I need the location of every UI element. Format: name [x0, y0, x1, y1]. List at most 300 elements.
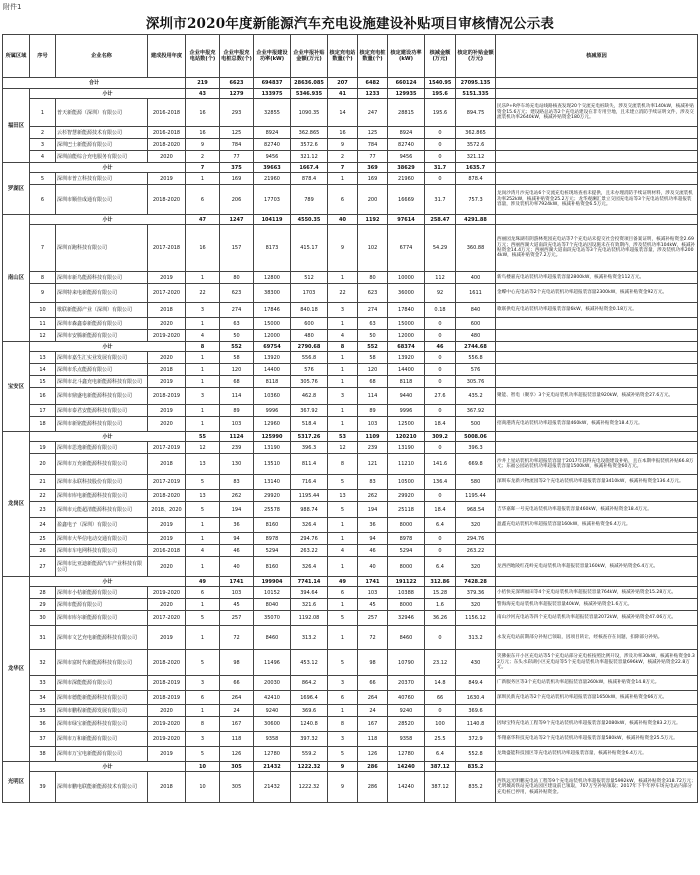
value-cell: 1	[328, 599, 358, 611]
company-name: 深圳巴士新能源有限公司	[56, 139, 148, 151]
subtotal-reason-empty	[496, 89, 698, 99]
value-cell: 103	[358, 587, 388, 599]
value-cell: 125	[220, 127, 254, 139]
value-cell: 1	[186, 557, 220, 577]
build-years: 2018-2020	[148, 185, 186, 215]
subtotal-cell: 387.12	[425, 762, 456, 772]
subtotal-cell: 2790.68	[291, 342, 328, 352]
value-cell: 1090.35	[291, 99, 328, 127]
value-cell: 66	[358, 676, 388, 691]
value-cell: 878.4	[291, 173, 328, 185]
value-cell: 4	[328, 545, 358, 557]
row-number: 17	[30, 405, 56, 417]
value-cell: 24	[358, 705, 388, 717]
build-years: 2019-2020	[148, 732, 186, 747]
row-number: 35	[30, 705, 56, 717]
company-name: 深圳特来电新能源有限公司	[56, 284, 148, 303]
table-row	[3, 557, 698, 577]
table-row	[3, 388, 698, 405]
value-cell: 263.22	[456, 545, 496, 557]
deduction-reason	[496, 442, 698, 454]
row-number: 33	[30, 676, 56, 691]
value-cell: 13	[328, 490, 358, 502]
value-cell: 89	[358, 405, 388, 417]
value-cell: 82740	[254, 139, 291, 151]
value-cell: 1195.44	[456, 490, 496, 502]
value-cell: 313.2	[456, 626, 496, 650]
value-cell: 15000	[388, 318, 425, 330]
value-cell: 321.6	[291, 599, 328, 611]
total-label: 合计	[3, 78, 186, 89]
value-cell: 103	[220, 587, 254, 599]
header-approved-piles: 核定充电桩数量(个)	[358, 35, 388, 78]
table-row	[3, 772, 698, 803]
deduction-reason: 新鸟楼嘉充电站装机功率超报装容量2800kW，核减补贴资金112万元。	[496, 272, 698, 284]
company-name: 深圳市安腾新能源有限公司	[56, 330, 148, 342]
subtotal-cell: 2744.68	[456, 342, 496, 352]
value-cell: 194	[358, 502, 388, 518]
deduction-reason	[496, 705, 698, 717]
value-cell: 8118	[254, 376, 291, 388]
subtotal-cell: 286	[358, 762, 388, 772]
row-number: 14	[30, 364, 56, 376]
header-region: 所属区域	[3, 35, 30, 78]
value-cell: 0	[425, 442, 456, 454]
table-row	[3, 364, 698, 376]
build-years: 2016-2018	[148, 545, 186, 557]
subtotal-cell: 38629	[388, 163, 425, 173]
table-row	[3, 405, 698, 417]
value-cell: 326.4	[291, 518, 328, 533]
value-cell: 12	[186, 442, 220, 454]
deduction-reason	[496, 545, 698, 557]
value-cell: 435.2	[456, 388, 496, 405]
build-years: 2019-2020	[148, 587, 186, 599]
subtotal-label: 小计	[30, 762, 186, 772]
value-cell: 3	[186, 303, 220, 318]
value-cell: 400	[456, 272, 496, 284]
company-name: 深圳市文艺充电新能源科技有限公司	[56, 626, 148, 650]
value-cell: 83	[358, 475, 388, 490]
region-cell: 龙岗区	[3, 432, 30, 577]
value-cell: 22	[328, 284, 358, 303]
total-cell: 28636.085	[291, 78, 328, 89]
value-cell: 1703	[291, 284, 328, 303]
value-cell: 264	[220, 691, 254, 705]
value-cell: 8160	[254, 557, 291, 577]
value-cell: 120	[358, 364, 388, 376]
row-number: 8	[30, 272, 56, 284]
value-cell: 8924	[254, 127, 291, 139]
value-cell: 16	[186, 127, 220, 139]
row-number: 23	[30, 502, 56, 518]
region-cell: 宝安区	[3, 342, 30, 432]
table-row	[3, 376, 698, 388]
deduction-reason	[496, 318, 698, 330]
value-cell: 9456	[254, 151, 291, 163]
subtotal-cell: 305	[220, 762, 254, 772]
value-cell: 9240	[254, 705, 291, 717]
value-cell: 16	[186, 99, 220, 127]
value-cell: 126	[358, 747, 388, 762]
value-cell: 623	[358, 284, 388, 303]
value-cell: 0	[425, 364, 456, 376]
row-number: 37	[30, 732, 56, 747]
value-cell: 1	[328, 352, 358, 364]
company-name: 深圳市鼎盛电新能源科技有限公司	[56, 388, 148, 405]
value-cell: 20370	[388, 676, 425, 691]
value-cell: 1195.44	[291, 490, 328, 502]
value-cell: 326.4	[291, 557, 328, 577]
value-cell: 103	[358, 417, 388, 432]
value-cell: 36000	[388, 284, 425, 303]
value-cell: 83	[220, 475, 254, 490]
table-row	[3, 545, 698, 557]
value-cell: 9	[328, 139, 358, 151]
value-cell: 68	[358, 376, 388, 388]
value-cell: 5	[328, 502, 358, 518]
value-cell: 1	[328, 405, 358, 417]
header-row	[3, 35, 698, 78]
deduction-reason: 民乐P+R停车场充电站线路核查发现20个交流充电桩缺失，涉及交流装机功率140kW，核减补贴资金15.6万元；建设路总站等2个充电站建设在非专用空地，且未建立消防手续证明文件，涉及交流装机功率2640kW，核减补贴资金180万元。	[496, 99, 698, 127]
value-cell: 3	[328, 676, 358, 691]
subtotal-cell: 199904	[254, 577, 291, 587]
deduction-reason	[496, 364, 698, 376]
value-cell: 0	[425, 151, 456, 163]
value-cell: 9996	[254, 405, 291, 417]
value-cell: 864.2	[291, 676, 328, 691]
value-cell: 114	[358, 388, 388, 405]
value-cell: 5	[186, 502, 220, 518]
value-cell: 1	[328, 533, 358, 545]
table-row	[3, 676, 698, 691]
company-name: 深圳市德能新能源科技有限公司	[56, 691, 148, 705]
value-cell: 14400	[388, 364, 425, 376]
value-cell: 894.75	[456, 99, 496, 127]
value-cell: 362.865	[456, 127, 496, 139]
value-cell: 1	[328, 376, 358, 388]
value-cell: 92	[425, 284, 456, 303]
value-cell: 24	[220, 705, 254, 717]
value-cell: 54.29	[425, 225, 456, 272]
deduction-reason: 永发充电站前期部分补贴已领取，因项目转让，经核查存在问题，扣除部分补贴。	[496, 626, 698, 650]
value-cell: 576	[456, 364, 496, 376]
value-cell: 500	[456, 417, 496, 432]
total-cell: 6482	[358, 78, 388, 89]
build-years: 2020	[148, 318, 186, 330]
build-years: 2018-2019	[148, 691, 186, 705]
value-cell: 379.36	[456, 587, 496, 599]
build-years: 2018-2019	[148, 676, 186, 691]
subtotal-cell: 5346.935	[291, 89, 328, 99]
value-cell: 1192.08	[291, 611, 328, 626]
value-cell: 169	[220, 173, 254, 185]
value-cell: 1	[328, 173, 358, 185]
subtotal-cell: 5317.26	[291, 432, 328, 442]
row-number: 21	[30, 475, 56, 490]
value-cell: 878.4	[456, 173, 496, 185]
value-cell: 396.3	[456, 442, 496, 454]
value-cell: 1	[186, 272, 220, 284]
value-cell: 12000	[254, 330, 291, 342]
subtotal-cell: 4550.35	[291, 215, 328, 225]
value-cell: 757.3	[456, 185, 496, 215]
value-cell: 0	[425, 127, 456, 139]
value-cell: 125	[358, 127, 388, 139]
value-cell: 167	[358, 717, 388, 732]
value-cell: 9	[328, 772, 358, 803]
value-cell: 286	[358, 772, 388, 803]
value-cell: 5	[186, 475, 220, 490]
value-cell: 100	[425, 717, 456, 732]
deduction-reason	[496, 490, 698, 502]
company-name: 深圳市万充新能源科技有限公司	[56, 454, 148, 475]
subtotal-cell: 10	[186, 762, 220, 772]
table-row	[3, 717, 698, 732]
row-number: 34	[30, 691, 56, 705]
value-cell: 14400	[254, 364, 291, 376]
value-cell: 169	[358, 173, 388, 185]
value-cell: 0	[425, 533, 456, 545]
deduction-reason: 招商港湾充电站装机功率超报装容量460kW，核减补贴资金18.4万元。	[496, 417, 698, 432]
build-years: 2016-2018	[148, 127, 186, 139]
value-cell: 18.4	[425, 417, 456, 432]
build-years: 2017-2020	[148, 611, 186, 626]
value-cell: 1630.4	[456, 691, 496, 705]
value-cell: 58	[220, 352, 254, 364]
value-cell: 1	[328, 705, 358, 717]
table-row	[3, 490, 698, 502]
value-cell: 8173	[254, 225, 291, 272]
deduction-reason	[496, 173, 698, 185]
subtotal-label: 小计	[30, 432, 186, 442]
value-cell: 35070	[254, 611, 291, 626]
header-approved-stations: 核定充电站数量(个)	[328, 35, 358, 78]
deduction-reason: 歌联供电充电站装机功率超报装容量6kW，核减补贴资金0.18万元。	[496, 303, 698, 318]
company-name: 深圳市新鸟能源科技有限公司	[56, 272, 148, 284]
value-cell: 194	[220, 502, 254, 518]
deduction-reason: 盈鑫充电站装机功率超报装容量160kW，核减补贴资金6.4万元。	[496, 518, 698, 533]
subtotal-cell: 7741.14	[291, 577, 328, 587]
subtotal-cell: 14240	[388, 762, 425, 772]
value-cell: 623	[220, 284, 254, 303]
value-cell: 31.7	[425, 185, 456, 215]
deduction-reason: 聚能、智电（聚享）3个充电站装机功率超报装容量920kW，核减补贴资金27.6万元。	[496, 388, 698, 405]
value-cell: 430	[456, 650, 496, 676]
value-cell: 120	[220, 364, 254, 376]
value-cell: 98	[220, 650, 254, 676]
deduction-reason	[496, 330, 698, 342]
value-cell: 40	[220, 557, 254, 577]
row-number: 6	[30, 185, 56, 215]
deduction-reason	[496, 352, 698, 364]
value-cell: 38300	[254, 284, 291, 303]
table-row	[3, 705, 698, 717]
page-title: 深圳市2020年度新能源汽车充电设施建设补贴项目审核情况公示表	[145, 16, 555, 32]
company-name: 深圳市大华信电动交通有限公司	[56, 533, 148, 545]
header-applied-piles: 企业申报充电桩总数(个)	[220, 35, 254, 78]
value-cell: 200	[358, 185, 388, 215]
value-cell: 2	[186, 151, 220, 163]
subtotal-cell: 552	[220, 342, 254, 352]
build-years: 2019	[148, 173, 186, 185]
value-cell: 27.6	[425, 388, 456, 405]
value-cell: 1.6	[425, 599, 456, 611]
value-cell: 8040	[254, 599, 291, 611]
subtotal-cell: 49	[186, 577, 220, 587]
value-cell: 13190	[254, 442, 291, 454]
value-cell: 6.4	[425, 747, 456, 762]
value-cell: 257	[358, 611, 388, 626]
row-number: 28	[30, 587, 56, 599]
value-cell: 16	[186, 225, 220, 272]
value-cell: 3	[186, 676, 220, 691]
header-seq: 序号	[30, 35, 56, 78]
value-cell: 82740	[388, 139, 425, 151]
row-number: 24	[30, 518, 56, 533]
subtotal-reason-empty	[496, 215, 698, 225]
subtotal-cell: 1741	[358, 577, 388, 587]
value-cell: 195.6	[425, 99, 456, 127]
value-cell: 17846	[254, 303, 291, 318]
value-cell: 98	[358, 650, 388, 676]
table-row	[3, 417, 698, 432]
value-cell: 66	[425, 691, 456, 705]
row-number: 7	[30, 225, 56, 272]
value-cell: 367.92	[291, 405, 328, 417]
row-number: 9	[30, 284, 56, 303]
build-years: 2018	[148, 364, 186, 376]
header-reason: 核减原因	[496, 35, 698, 78]
value-cell: 66	[220, 676, 254, 691]
value-cell: 141.6	[425, 454, 456, 475]
value-cell: 16	[328, 127, 358, 139]
company-name: 深圳市顺佳成通有限公司	[56, 185, 148, 215]
value-cell: 239	[220, 442, 254, 454]
region-cell: 福田区	[3, 89, 30, 163]
build-years: 2016-2018	[148, 99, 186, 127]
value-cell: 293	[220, 99, 254, 127]
company-name: 深圳市万和新能源有限公司	[56, 732, 148, 747]
table-row	[3, 732, 698, 747]
value-cell: 263.22	[291, 545, 328, 557]
value-cell: 121	[358, 454, 388, 475]
value-cell: 0	[425, 705, 456, 717]
table-row	[3, 533, 698, 545]
value-cell: 305.76	[456, 376, 496, 388]
table-row	[3, 599, 698, 611]
value-cell: 10000	[388, 272, 425, 284]
subtotal-cell: 21432	[254, 762, 291, 772]
value-cell: 0	[425, 376, 456, 388]
value-cell: 14240	[388, 772, 425, 803]
subtotal-cell: 312.86	[425, 577, 456, 587]
value-cell: 68	[220, 376, 254, 388]
build-years: 2018-2020	[148, 650, 186, 676]
subtotal-cell: 552	[358, 342, 388, 352]
deduction-reason: 笑佛振东开小区充电站等5个充电站部分充电桩按照比例开设，涉及功率30kW，核减补贴资金0.32万元；东头水彩湖小区充电站等5个充电站装机功率超报装容量696kW，核减补贴资金22.8万元。	[496, 650, 698, 676]
value-cell: 3572.6	[456, 139, 496, 151]
value-cell: 556.8	[456, 352, 496, 364]
subtotal-row	[3, 342, 698, 352]
table-row	[3, 185, 698, 215]
value-cell: 32855	[254, 99, 291, 127]
build-years: 2019	[148, 272, 186, 284]
table-row	[3, 442, 698, 454]
header-applied-amount: 企业申报补贴金额(万元)	[291, 35, 328, 78]
company-name: 深圳市乐点能源有限公司	[56, 364, 148, 376]
row-number: 39	[30, 772, 56, 803]
value-cell: 274	[220, 303, 254, 318]
row-number: 10	[30, 303, 56, 318]
subtotal-cell: 1635.7	[456, 163, 496, 173]
value-cell: 8000	[388, 599, 425, 611]
value-cell: 36	[220, 518, 254, 533]
region-cell: 罗湖区	[3, 163, 30, 215]
value-cell: 1	[186, 518, 220, 533]
subtotal-cell: 46	[425, 342, 456, 352]
value-cell: 25578	[254, 502, 291, 518]
subtotal-cell: 1192	[358, 215, 388, 225]
value-cell: 8160	[254, 518, 291, 533]
subtotal-cell: 1233	[358, 89, 388, 99]
total-cell: 6623	[220, 78, 254, 89]
value-cell: 9240	[388, 705, 425, 717]
value-cell: 0	[425, 352, 456, 364]
subtotal-label: 小计	[30, 577, 186, 587]
table-row	[3, 352, 698, 364]
company-name: 深圳市鹏程新能源发展有限公司	[56, 705, 148, 717]
value-cell: 32946	[388, 611, 425, 626]
subtotal-row	[3, 577, 698, 587]
total-row	[3, 78, 698, 89]
company-name: 深圳百跑科技有限公司	[56, 225, 148, 272]
value-cell: 20030	[254, 676, 291, 691]
deduction-reason	[496, 405, 698, 417]
value-cell: 36	[358, 518, 388, 533]
deduction-reason	[496, 376, 698, 388]
company-name: 深圳市库尔新能源有限公司	[56, 611, 148, 626]
value-cell: 1	[328, 518, 358, 533]
audit-table	[2, 34, 698, 803]
value-cell: 321.12	[291, 151, 328, 163]
subtotal-cell: 1741	[220, 577, 254, 587]
subtotal-cell: 43	[186, 89, 220, 99]
subtotal-cell: 125990	[254, 432, 291, 442]
subtotal-cell: 195.6	[425, 89, 456, 99]
row-number: 13	[30, 352, 56, 364]
value-cell: 5	[328, 475, 358, 490]
subtotal-cell: 4291.88	[456, 215, 496, 225]
value-cell: 369.6	[291, 705, 328, 717]
row-number: 4	[30, 151, 56, 163]
value-cell: 9456	[388, 151, 425, 163]
value-cell: 12960	[254, 417, 291, 432]
table-row	[3, 330, 698, 342]
subtotal-cell: 53	[328, 432, 358, 442]
company-name: 深圳市万宝电新能源有限公司	[56, 747, 148, 762]
table-row	[3, 454, 698, 475]
value-cell: 784	[220, 139, 254, 151]
build-years: 2020	[148, 417, 186, 432]
value-cell: 552.8	[456, 747, 496, 762]
table-row	[3, 284, 698, 303]
build-years: 2018	[148, 303, 186, 318]
value-cell: 13920	[388, 352, 425, 364]
subtotal-cell: 40	[328, 215, 358, 225]
value-cell: 1	[186, 173, 220, 185]
value-cell: 1	[328, 364, 358, 376]
